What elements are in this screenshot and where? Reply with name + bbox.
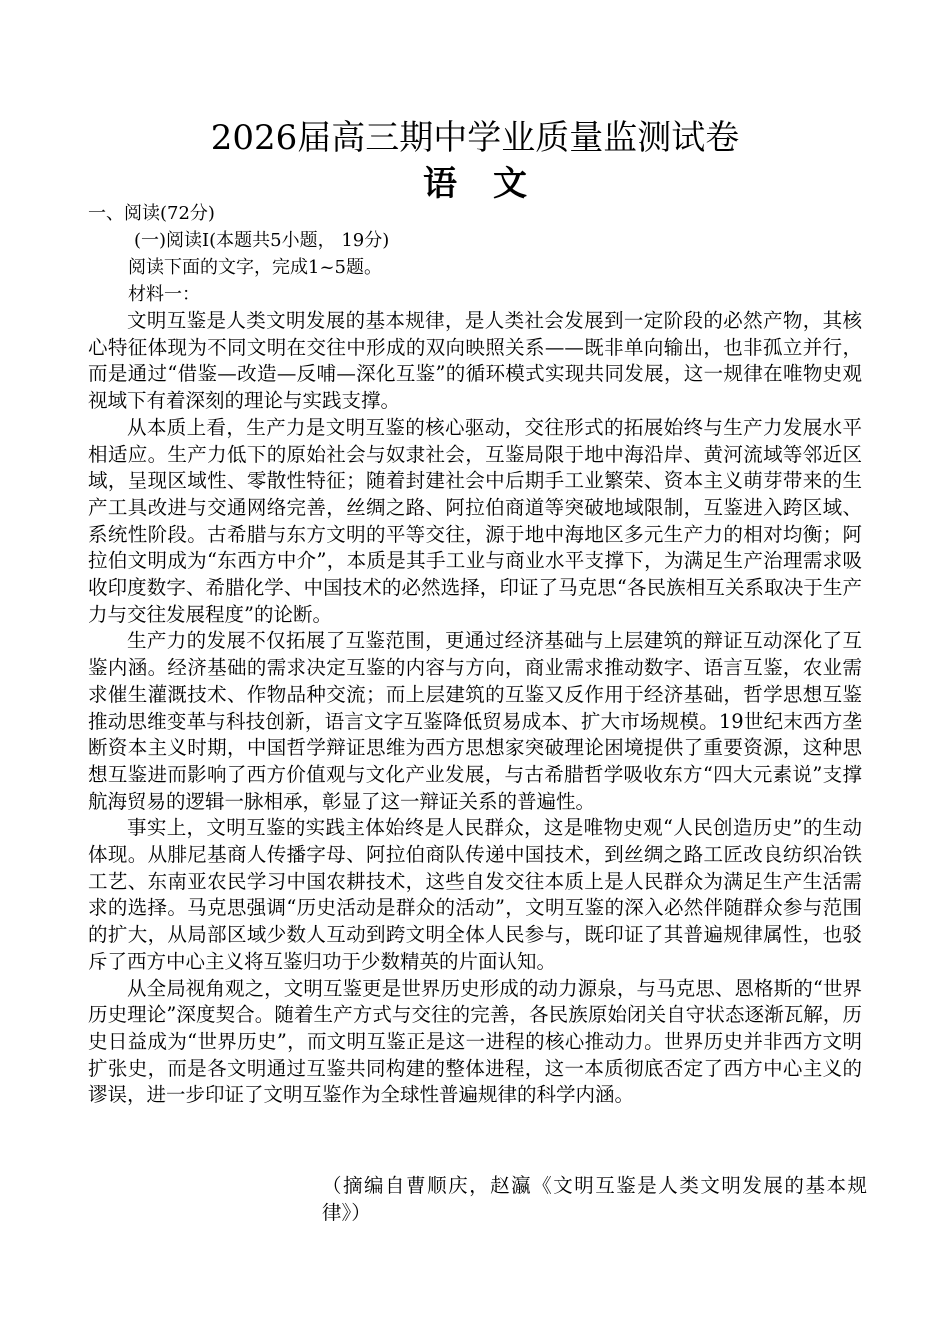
- exam-title: 2026届高三期中学业质量监测试卷: [210, 118, 740, 158]
- passage-paragraph: 从本质上看，生产力是文明互鉴的核心驱动，交往形式的拓展始终与生产力发展水平相适应。生产力低下的原始社会与奴隶社会，互鉴局限于地中海沿岸、黄河流域等邻近区域，呈现区域性、零散性特征；随着封建社会中后期手工业繁荣、资本主义萌芽带来的生产工具改进与交通网络完善，丝绸之路、阿拉伯商道等突破地域限制，互鉴进入跨区域、系统性阶段。古希腊与东方文明的平等交往，源于地中海地区多元生产力的相对均衡；阿拉伯文明成为“东西方中介”，本质是其手工业与商业水平支撑下，为满足生产治理需求吸收印度数字、希腊化学、中国技术的必然选择，印证了马克思“各民族相互关系取决于生产力与交往发展程度”的论断。: [88, 415, 862, 626]
- passage-paragraph: 从全局视角观之，文明互鉴更是世界历史形成的动力源泉，与马克思、恩格斯的“世界历史理论”深度契合。随着生产方式与交往的完善，各民族原始闭关自守状态逐渐瓦解，历史日益成为“世界历史”，而文明互鉴正是这一进程的核心推动力。世界历史并非西方文明扩张史，而是各文明通过互鉴共同构建的整体进程，这一本质彻底否定了西方中心主义的谬误，进一步印证了文明互鉴作为全球性普遍规律的科学内涵。: [88, 976, 862, 1107]
- subsection-heading: (一)阅读Ⅰ(本题共5小题， 19分): [134, 230, 390, 251]
- subject-title: 语文: [423, 164, 563, 204]
- passage-body: [88, 308, 862, 1109]
- passage-paragraph: 文明互鉴是人类文明发展的基本规律，是人类社会发展到一定阶段的必然产物，其核心特征体现为不同文明在交往中形成的双向映照关系——既非单向输出，也非孤立并行，而是通过“借鉴—改造—反哺—深化互鉴”的循环模式实现共同发展，这一规律在唯物史观视域下有着深刻的理论与实践支撑。: [88, 309, 862, 413]
- passage-paragraph: 事实上，文明互鉴的实践主体始终是人民群众，这是唯物史观“人民创造历史”的生动体现。从腓尼基商人传播字母、阿拉伯商队传递中国技术，到丝绸之路工匠改良纺织冶铁工艺、东南亚农民学习中国农耕技术，这些自发交往本质上是人民群众为满足生产生活需求的选择。马克思强调“历史活动是群众的活动”，文明互鉴的深入必然伴随群众参与范围的扩大，从局部区域少数人互动到跨文明全体人民参与，既印证了其普遍规律属性，也驳斥了西方中心主义将互鉴归功于少数精英的片面认知。: [88, 816, 862, 973]
- reading-instruction: 阅读下面的文字，完成1~5题。: [128, 257, 382, 278]
- section-heading: 一、阅读(72分): [88, 203, 215, 224]
- material-label: 材料一：: [128, 284, 200, 305]
- source-citation: （摘编自曹顺庆，赵瀛《文明互鉴是人类文明发展的基本规律》）: [322, 1174, 867, 1224]
- passage-paragraph: 生产力的发展不仅拓展了互鉴范围，更通过经济基础与上层建筑的辩证互动深化了互鉴内涵。经济基础的需求决定互鉴的内容与方向，商业需求推动数字、语言互鉴，农业需求催生灌溉技术、作物品种交流；而上层建筑的互鉴又反作用于经济基础，哲学思想互鉴推动思维变革与科技创新，语言文字互鉴降低贸易成本、扩大市场规模。19世纪末西方垄断资本主义时期，中国哲学辩证思维为西方思想家突破理论困境提供了重要资源，这种思想互鉴进而影响了西方价值观与文化产业发展，与古希腊哲学吸收东方“四大元素说”支撑航海贸易的逻辑一脉相承，彰显了这一辩证关系的普遍性。: [88, 629, 862, 813]
